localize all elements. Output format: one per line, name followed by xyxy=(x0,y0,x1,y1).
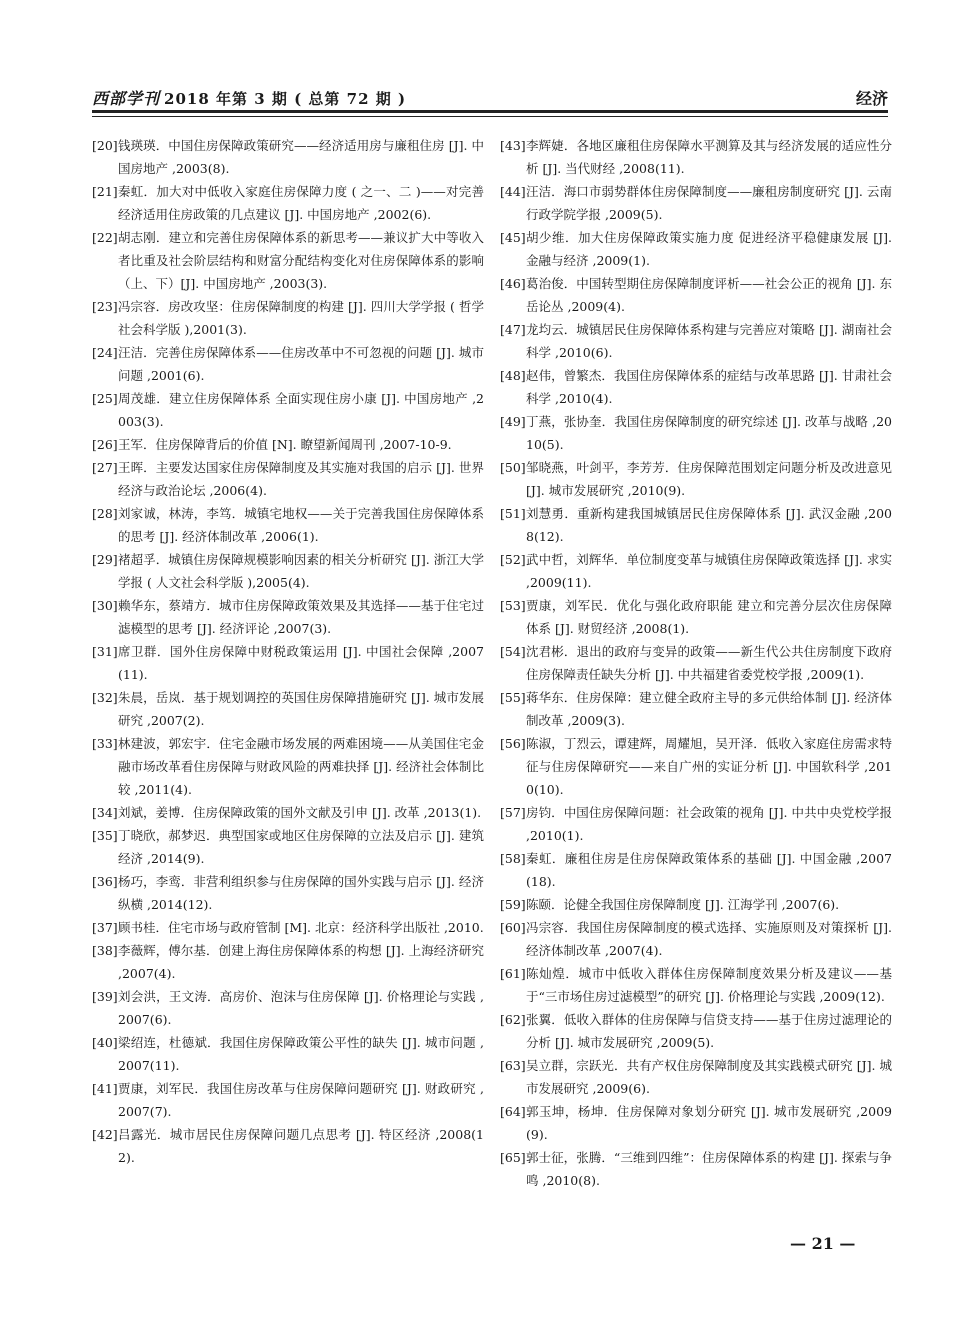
reference-entry xyxy=(500,502,892,548)
reference-entry xyxy=(92,1123,484,1169)
reference-text: 汪洁．海口市弱势群体住房保障制度——廉租房制度研究 [J]. 云南行政学院学报 ,2009(5). xyxy=(526,184,892,222)
reference-entry xyxy=(500,318,892,364)
reference-entry xyxy=(500,1054,892,1100)
reference-text: 张翼．低收入群体的住房保障与信贷支持——基于住房过滤理论的分析 [J]. 城市发展研究 ,2009(5). xyxy=(526,1012,892,1050)
reference-number: [59] xyxy=(500,897,526,912)
reference-entry xyxy=(500,801,892,847)
reference-number: [43] xyxy=(500,138,526,153)
reference-number: [58] xyxy=(500,851,526,866)
reference-entry xyxy=(500,272,892,318)
reference-entry xyxy=(500,1146,892,1192)
reference-text: 邹晓燕，叶剑平，李芳芳．住房保障范围划定问题分析及改进意见 [J]. 城市发展研究 ,2010(9). xyxy=(526,460,892,498)
reference-entry xyxy=(500,1008,892,1054)
reference-number: [42] xyxy=(92,1127,118,1142)
reference-number: [23] xyxy=(92,299,118,314)
reference-text: 丁晓欣，郝梦迟．典型国家或地区住房保障的立法及启示 [J]. 建筑经济 ,2014(9). xyxy=(118,828,484,866)
reference-entry xyxy=(500,548,892,594)
references-right-column xyxy=(500,134,892,1192)
reference-text: 丁燕，张协奎．我国住房保障制度的研究综述 [J]. 改革与战略 ,2010(5). xyxy=(526,414,892,452)
reference-entry xyxy=(92,870,484,916)
reference-text: 吕露光．城市居民住房保障问题几点思考 [J]. 特区经济 ,2008(12). xyxy=(118,1127,484,1165)
reference-entry xyxy=(92,456,484,502)
reference-entry xyxy=(92,548,484,594)
reference-text: 王军．住房保障背后的价值 [N]. 瞭望新闻周刊 ,2007-10-9. xyxy=(118,437,452,452)
reference-number: [63] xyxy=(500,1058,526,1073)
reference-number: [51] xyxy=(500,506,526,521)
reference-number: [36] xyxy=(92,874,118,889)
reference-text: 李辉婕．各地区廉租住房保障水平测算及其与经济发展的适应性分析 [J]. 当代财经 ,2008(11). xyxy=(526,138,892,176)
reference-number: [32] xyxy=(92,690,118,705)
reference-entry xyxy=(500,916,892,962)
reference-text: 秦虹．加大对中低收入家庭住房保障力度 ( 之一、二 )——对完善经济适用住房政策的几点建议 [J]. 中国房地产 ,2002(6). xyxy=(118,184,484,222)
reference-entry xyxy=(500,1100,892,1146)
reference-number: [21] xyxy=(92,184,118,199)
reference-number: [38] xyxy=(92,943,118,958)
reference-number: [34] xyxy=(92,805,118,820)
reference-text: 席卫群．国外住房保障中财税政策运用 [J]. 中国社会保障 ,2007(11). xyxy=(118,644,484,682)
reference-text: 刘会洪，王文涛．高房价、泡沫与住房保障 [J]. 价格理论与实践 ,2007(6). xyxy=(118,989,484,1027)
reference-text: 房钧．中国住房保障问题：社会政策的视角 [J]. 中共中央党校学报 ,2010(1). xyxy=(526,805,892,843)
reference-text: 周茂雄．建立住房保障体系 全面实现住房小康 [J]. 中国房地产 ,2003(3). xyxy=(118,391,484,429)
reference-number: [28] xyxy=(92,506,118,521)
reference-text: 赵伟，曾繁杰．我国住房保障体系的症结与改革思路 [J]. 甘肃社会科学 ,2010(4). xyxy=(526,368,892,406)
reference-number: [44] xyxy=(500,184,526,199)
references-left-column xyxy=(92,134,484,1169)
reference-entry xyxy=(92,1031,484,1077)
reference-number: [56] xyxy=(500,736,526,751)
reference-number: [41] xyxy=(92,1081,118,1096)
reference-entry xyxy=(92,387,484,433)
reference-text: 褚超孚．城镇住房保障规模影响因素的相关分析研究 [J]. 浙江大学学报 ( 人文社会科学版 ),2005(4). xyxy=(118,552,484,590)
reference-text: 陈颐．论健全我国住房保障制度 [J]. 江海学刊 ,2007(6). xyxy=(526,897,840,912)
reference-number: [37] xyxy=(92,920,118,935)
reference-number: [45] xyxy=(500,230,526,245)
journal-logo: 西部学刊 xyxy=(92,89,161,108)
reference-entry xyxy=(92,939,484,985)
reference-number: [25] xyxy=(92,391,118,406)
reference-text: 秦虹．廉租住房是住房保障政策体系的基础 [J]. 中国金融 ,2007(18). xyxy=(526,851,892,889)
reference-text: 沈君彬．退出的政府与变异的政策——新生代公共住房制度下政府住房保障责任缺失分析 [J]. 中共福建省委党校学报 ,2009(1). xyxy=(526,644,892,682)
reference-entry xyxy=(500,847,892,893)
reference-entry xyxy=(500,686,892,732)
reference-text: 郭玉坤，杨坤．住房保障对象划分研究 [J]. 城市发展研究 ,2009(9). xyxy=(526,1104,892,1142)
reference-text: 胡志刚．建立和完善住房保障体系的新思考——兼议扩大中等收入者比重及社会阶层结构和财富分配结构变化对住房保障体系的影响（上、下）[J]. 中国房地产 ,2003(3). xyxy=(118,230,484,291)
reference-number: [53] xyxy=(500,598,526,613)
reference-text: 朱晨，岳岚．基于规划调控的英国住房保障措施研究 [J]. 城市发展研究 ,2007(2). xyxy=(118,690,484,728)
section-title: 经济 xyxy=(855,89,888,108)
reference-number: [48] xyxy=(500,368,526,383)
reference-entry xyxy=(92,341,484,387)
reference-number: [61] xyxy=(500,966,526,981)
reference-entry xyxy=(92,824,484,870)
reference-number: [22] xyxy=(92,230,118,245)
reference-entry xyxy=(92,226,484,295)
reference-text: 赖华东，蔡靖方．城市住房保障政策效果及其选择——基于住宅过滤模型的思考 [J]. 经济评论 ,2007(3). xyxy=(118,598,484,636)
header-rule-thick xyxy=(92,110,888,113)
reference-text: 钱瑛瑛．中国住房保障政策研究——经济适用房与廉租住房 [J]. 中国房地产 ,2003(8). xyxy=(118,138,484,176)
reference-entry xyxy=(500,640,892,686)
reference-text: 胡少维．加大住房保障政策实施力度 促进经济平稳健康发展 [J]. 金融与经济 ,2009(1). xyxy=(526,230,892,268)
reference-text: 刘慧勇．重新构建我国城镇居民住房保障体系 [J]. 武汉金融 ,2008(12). xyxy=(526,506,892,544)
reference-number: [50] xyxy=(500,460,526,475)
issue-info: 2018 年第 3 期 ( 总第 72 期 ) xyxy=(164,90,407,108)
reference-entry xyxy=(500,893,892,916)
reference-entry xyxy=(500,364,892,410)
reference-number: [52] xyxy=(500,552,526,567)
reference-text: 王晖．主要发达国家住房保障制度及其实施对我国的启示 [J]. 世界经济与政治论坛 ,2006(4). xyxy=(118,460,484,498)
reference-text: 葛治俊．中国转型期住房保障制度评析——社会公正的视角 [J]. 东岳论丛 ,2009(4). xyxy=(526,276,892,314)
reference-text: 顾书桂．住宅市场与政府管制 [M]. 北京：经济科学出版社 ,2010. xyxy=(118,920,484,935)
journal-issue-label xyxy=(92,86,406,109)
reference-text: 吴立群，宗跃光．共有产权住房保障制度及其实践模式研究 [J]. 城市发展研究 ,2009(6). xyxy=(526,1058,892,1096)
reference-entry xyxy=(500,594,892,640)
reference-text: 梁绍连，杜德斌．我国住房保障政策公平性的缺失 [J]. 城市问题 ,2007(11). xyxy=(118,1035,484,1073)
reference-text: 杨巧，李鸾．非营利组织参与住房保障的国外实践与启示 [J]. 经济纵横 ,2014(12). xyxy=(118,874,484,912)
reference-number: [62] xyxy=(500,1012,526,1027)
reference-number: [33] xyxy=(92,736,118,751)
reference-entry xyxy=(500,180,892,226)
reference-text: 龙均云．城镇居民住房保障体系构建与完善应对策略 [J]. 湖南社会科学 ,2010(6). xyxy=(526,322,892,360)
reference-text: 陈淑，丁烈云，谭建辉，周耀旭，吴开泽．低收入家庭住房需求特征与住房保障研究——来自广州的实证分析 [J]. 中国软科学 ,2010(10). xyxy=(526,736,892,797)
reference-entry xyxy=(92,732,484,801)
reference-number: [49] xyxy=(500,414,526,429)
reference-number: [47] xyxy=(500,322,526,337)
reference-entry xyxy=(92,1077,484,1123)
reference-number: [31] xyxy=(92,644,118,659)
reference-number: [46] xyxy=(500,276,526,291)
reference-number: [40] xyxy=(92,1035,118,1050)
reference-entry xyxy=(500,226,892,272)
reference-text: 贾康，刘军民．优化与强化政府职能 建立和完善分层次住房保障体系 [J]. 财贸经济 ,2008(1). xyxy=(526,598,892,636)
reference-entry xyxy=(92,594,484,640)
reference-entry xyxy=(500,456,892,502)
reference-entry xyxy=(92,916,484,939)
reference-text: 武中哲，刘辉华．单位制度变革与城镇住房保障政策选择 [J]. 求实 ,2009(11). xyxy=(526,552,892,590)
reference-number: [64] xyxy=(500,1104,526,1119)
reference-number: [39] xyxy=(92,989,118,1004)
reference-number: [27] xyxy=(92,460,118,475)
reference-entry xyxy=(92,433,484,456)
reference-number: [60] xyxy=(500,920,526,935)
reference-entry xyxy=(500,410,892,456)
reference-entry xyxy=(92,640,484,686)
reference-number: [57] xyxy=(500,805,526,820)
reference-number: [65] xyxy=(500,1150,526,1165)
reference-number: [26] xyxy=(92,437,118,452)
reference-entry xyxy=(92,180,484,226)
reference-text: 蒋华东．住房保障：建立健全政府主导的多元供给体制 [J]. 经济体制改革 ,2009(3). xyxy=(526,690,892,728)
reference-text: 刘斌，姜博．住房保障政策的国外文献及引申 [J]. 改革 ,2013(1). xyxy=(118,805,482,820)
reference-entry xyxy=(92,985,484,1031)
reference-text: 汪洁．完善住房保障体系——住房改革中不可忽视的问题 [J]. 城市问题 ,2001(6). xyxy=(118,345,484,383)
reference-number: [55] xyxy=(500,690,526,705)
reference-entry xyxy=(92,295,484,341)
reference-text: 林建波，郭宏宇．住宅金融市场发展的两难困境——从美国住宅金融市场改革看住房保障与财政风险的两难抉择 [J]. 经济社会体制比较 ,2011(4). xyxy=(118,736,484,797)
reference-entry xyxy=(500,732,892,801)
reference-entry xyxy=(92,801,484,824)
reference-text: 贾康，刘军民．我国住房改革与住房保障问题研究 [J]. 财政研究 ,2007(7). xyxy=(118,1081,484,1119)
reference-number: [35] xyxy=(92,828,118,843)
reference-number: [24] xyxy=(92,345,118,360)
reference-number: [54] xyxy=(500,644,526,659)
reference-entry xyxy=(500,134,892,180)
reference-number: [29] xyxy=(92,552,118,567)
reference-number: [30] xyxy=(92,598,118,613)
reference-text: 李薇辉，傅尔基．创建上海住房保障体系的构想 [J]. 上海经济研究 ,2007(4). xyxy=(118,943,484,981)
reference-entry xyxy=(92,134,484,180)
reference-text: 郭士征，张腾．“三维到四维”：住房保障体系的构建 [J]. 探索与争鸣 ,2010(8). xyxy=(526,1150,892,1188)
reference-entry xyxy=(500,962,892,1008)
reference-text: 冯宗容．我国住房保障制度的模式选择、实施原则及对策探析 [J]. 经济体制改革 ,2007(4). xyxy=(526,920,892,958)
header-rule-thin xyxy=(92,116,888,117)
reference-text: 陈灿煌．城市中低收入群体住房保障制度效果分析及建议——基于“三市场住房过滤模型”的研究 [J]. 价格理论与实践 ,2009(12). xyxy=(526,966,892,1004)
reference-text: 刘家诚，林涛，李笃．城镇宅地权——关于完善我国住房保障体系的思考 [J]. 经济体制改革 ,2006(1). xyxy=(118,506,484,544)
running-header xyxy=(92,86,888,112)
reference-entry xyxy=(92,686,484,732)
reference-number: [20] xyxy=(92,138,118,153)
reference-entry xyxy=(92,502,484,548)
page-number: — 21 — xyxy=(790,1234,856,1253)
reference-text: 冯宗容．房改攻坚：住房保障制度的构建 [J]. 四川大学学报 ( 哲学社会科学版 ),2001(3). xyxy=(118,299,484,337)
